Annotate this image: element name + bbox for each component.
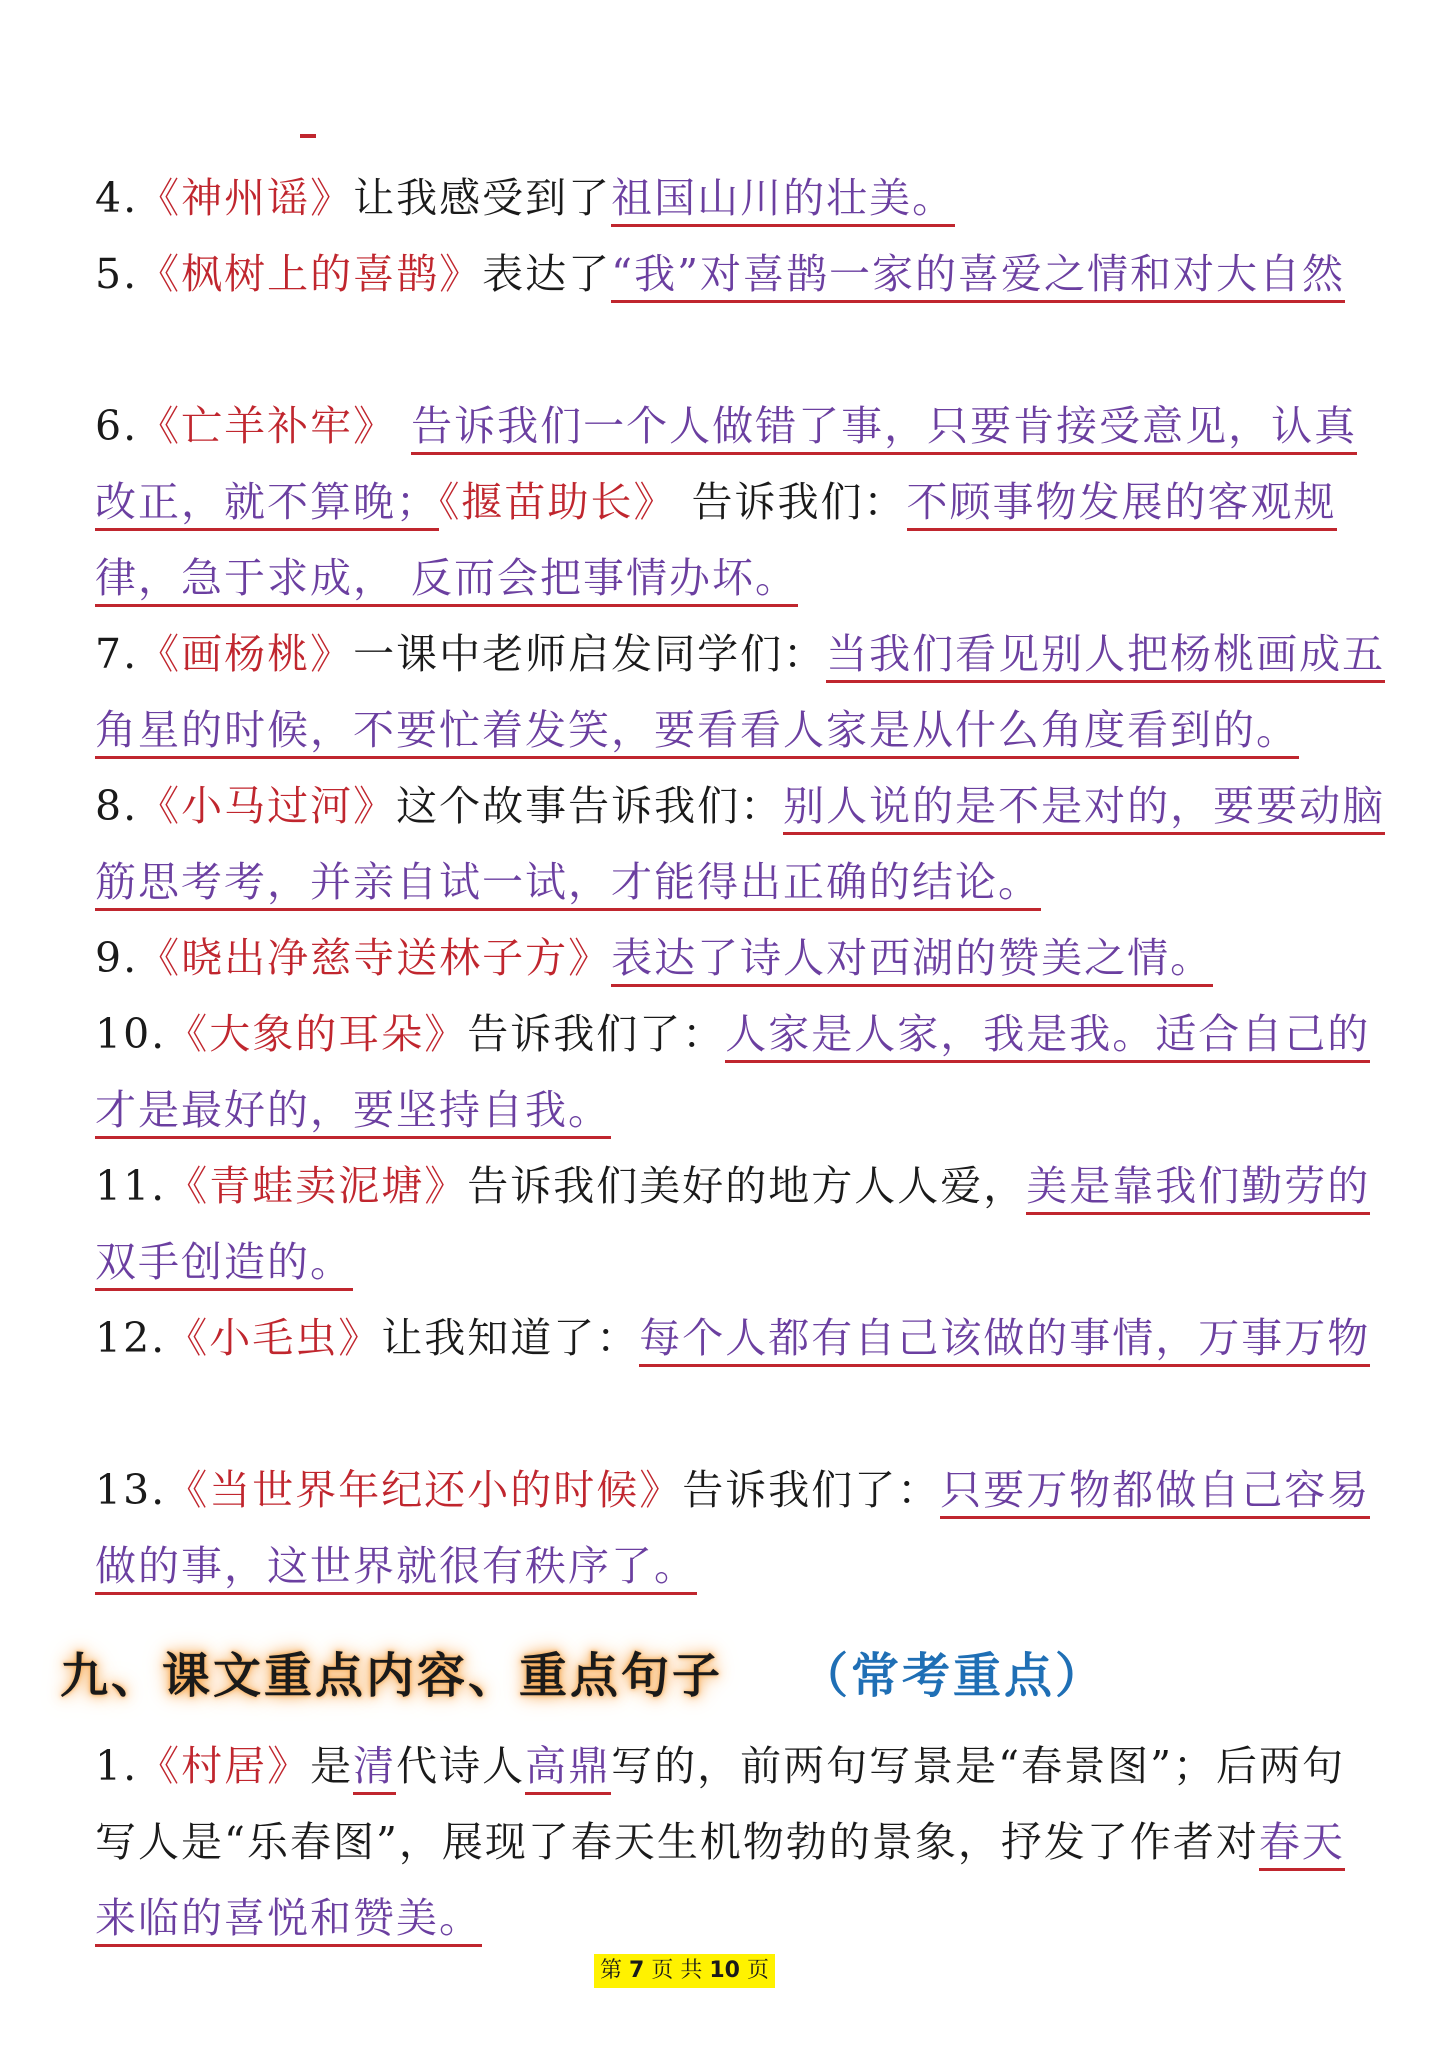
- list-item: [95, 396, 1385, 456]
- key-answer: 每个人都有自己该做的事情，万事万物: [639, 1314, 1370, 1367]
- item-number: 9.: [95, 934, 139, 982]
- key-answer: 律，急于求成， 反而会把事情办坏。: [95, 554, 798, 607]
- key-answer: 人家是人家，我是我。适合自己的: [725, 1010, 1370, 1063]
- key-answer: 当我们看见别人把杨桃画成五: [826, 630, 1385, 683]
- item-text: 让我感受到了: [353, 174, 612, 222]
- list-item: [95, 168, 1385, 228]
- item-text: 写的，前两句写景是“春景图”；后两句: [611, 1742, 1346, 1790]
- lesson-title: 《小毛虫》: [166, 1314, 382, 1362]
- item-text: 告诉我们：: [676, 478, 907, 526]
- item-text: 是: [310, 1742, 354, 1790]
- list-item: [95, 244, 1385, 304]
- key-answer: 美是靠我们勤劳的: [1026, 1162, 1370, 1215]
- key-answer: 来临的喜悦和赞美。: [95, 1894, 482, 1947]
- list-item: [95, 776, 1385, 836]
- item-number: 4.: [95, 174, 139, 222]
- item-number: 7.: [95, 630, 139, 678]
- page-total: 10: [709, 1958, 740, 1983]
- item-number: 12.: [95, 1314, 167, 1362]
- key-answer: 做的事，这世界就很有秩序了。: [95, 1542, 697, 1595]
- key-answer: 双手创造的。: [95, 1238, 353, 1291]
- key-answer: 告诉我们一个人做错了事，只要肯接受意见，认真: [411, 402, 1357, 455]
- list-item-continuation: [95, 700, 1385, 760]
- page-number: 7: [629, 1958, 645, 1983]
- item-text: 代诗人: [396, 1742, 526, 1790]
- list-item: [95, 1460, 1385, 1520]
- list-item-continuation: [95, 1232, 1385, 1292]
- list-item: [95, 624, 1385, 684]
- lesson-title: 《神州谣》: [138, 174, 354, 222]
- list-item: [95, 1156, 1385, 1216]
- lesson-title: 《晓出净慈寺送林子方》: [138, 934, 612, 982]
- key-answer: 别人说的是不是对的，要要动脑: [783, 782, 1385, 835]
- item-number: 6.: [95, 402, 139, 450]
- item-number: 11.: [95, 1162, 167, 1210]
- page-footer: [594, 1954, 775, 1988]
- underline-fragment: [300, 134, 316, 138]
- list-item: [95, 928, 1385, 988]
- footer-prefix: 第: [600, 1958, 623, 1983]
- item-text: 告诉我们了：: [467, 1010, 726, 1058]
- item-text: 让我知道了：: [381, 1314, 640, 1362]
- lesson-title: 《小马过河》: [138, 782, 397, 830]
- item-text: 写人是“乐春图”，展现了春天生机物勃的景象，抒发了作者对: [95, 1818, 1259, 1866]
- list-item: [95, 1736, 1385, 1796]
- item-text: 表达了: [482, 250, 612, 298]
- list-item-continuation: [95, 1080, 1385, 1140]
- list-item-continuation: [95, 852, 1385, 912]
- key-answer: 角星的时候，不要忙着发笑，要看看人家是从什么角度看到的。: [95, 706, 1299, 759]
- lesson-title: 《亡羊补牢》: [138, 402, 397, 450]
- item-number: 1.: [95, 1742, 139, 1790]
- key-answer: 筋思考考，并亲自试一试，才能得出正确的结论。: [95, 858, 1041, 911]
- key-answer: 祖国山川的壮美。: [611, 174, 955, 227]
- lesson-title: 《青蛙卖泥塘》: [166, 1162, 468, 1210]
- list-item-continuation: [95, 1888, 1385, 1948]
- list-item-continuation: [95, 1812, 1385, 1872]
- list-item: [95, 1004, 1385, 1064]
- list-item-continuation: [95, 472, 1385, 532]
- item-number: 10.: [95, 1010, 167, 1058]
- key-answer: 高鼎: [525, 1742, 611, 1795]
- item-text: [396, 402, 411, 450]
- key-answer: 清: [353, 1742, 396, 1795]
- key-answer: 春天: [1259, 1818, 1345, 1871]
- key-answer: 只要万物都做自己容易: [940, 1466, 1370, 1519]
- key-answer: 改正，就不算晚；: [95, 478, 439, 531]
- list-item: [95, 1308, 1385, 1368]
- item-text: 一课中老师启发同学们：: [353, 630, 827, 678]
- item-number: 5.: [95, 250, 139, 298]
- key-answer: “我”对喜鹊一家的喜爱之情和对大自然: [611, 250, 1345, 303]
- footer-mid: 页 共: [651, 1958, 703, 1983]
- lesson-title: 《当世界年纪还小的时候》: [166, 1466, 683, 1514]
- item-text: 这个故事告诉我们：: [396, 782, 784, 830]
- section-heading: 九、课文重点内容、重点句子: [60, 1648, 724, 1704]
- lesson-title: 《揠苗助长》: [439, 478, 677, 526]
- lesson-title: 《画杨桃》: [138, 630, 354, 678]
- list-item-continuation: [95, 548, 1385, 608]
- footer-suffix: 页: [746, 1958, 769, 1983]
- lesson-title: 《大象的耳朵》: [166, 1010, 468, 1058]
- lesson-title: 《村居》: [138, 1742, 311, 1790]
- section-note: （常考重点）: [800, 1648, 1107, 1704]
- item-text: 告诉我们了：: [682, 1466, 941, 1514]
- key-answer: 不顾事物发展的客观规: [907, 478, 1337, 531]
- item-number: 8.: [95, 782, 139, 830]
- list-item-continuation: [95, 1536, 1385, 1596]
- key-answer: 才是最好的，要坚持自我。: [95, 1086, 611, 1139]
- key-answer: 表达了诗人对西湖的赞美之情。: [611, 934, 1213, 987]
- lesson-title: 《枫树上的喜鹊》: [138, 250, 483, 298]
- item-text: 告诉我们美好的地方人人爱，: [467, 1162, 1027, 1210]
- item-number: 13.: [95, 1466, 167, 1514]
